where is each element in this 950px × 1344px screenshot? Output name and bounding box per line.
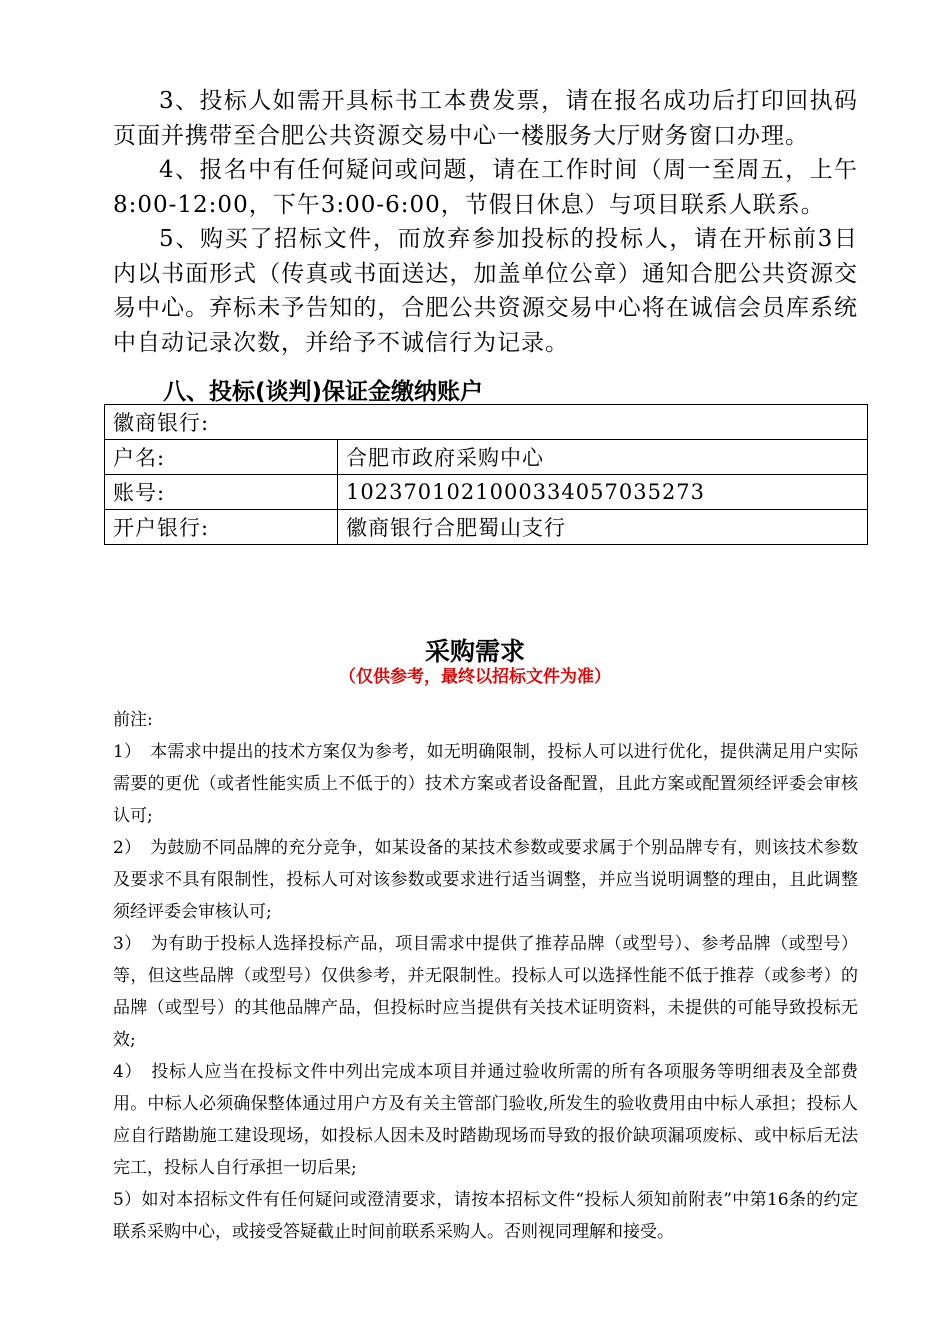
registration-notes xyxy=(113,84,858,360)
note-paragraph: 3、投标人如需开具标书工本费发票，请在报名成功后打印回执码页面并携带至合肥公共资源交易中心一楼服务大厅财务窗口办理。 xyxy=(113,88,858,149)
requirements-body xyxy=(113,704,858,1248)
note-paragraph: 4、报名中有任何疑问或问题，请在工作时间（周一至周五，上午8:00-12:00，下午3:00-6:00，节假日休息）与项目联系人联系。 xyxy=(113,157,858,218)
requirements-subtitle: （仅供参考，最终以招标文件为准） xyxy=(339,667,611,687)
preface-label: 前注: xyxy=(113,710,153,730)
table-row xyxy=(105,440,868,475)
opening-bank-value: 徽商银行合肥蜀山支行 xyxy=(338,510,868,545)
opening-bank-label: 开户银行: xyxy=(105,510,338,545)
table-row xyxy=(105,475,868,510)
section-heading: 八、投标(谈判)保证金缴纳账户 xyxy=(163,379,484,405)
requirement-item: 4） 投标人应当在投标文件中列出完成本项目并通过验收所需的所有各项服务等明细表及全部费用。中标人必须确保整体通过用户方及有关主管部门验收,所发生的验收费用由中标人承担；投标人应自行踏勘施工建设现场，如投标人因未及时踏勘现场而导致的报价缺项漏项废标、或中标后无法完工，投标人自行承担一切后果; xyxy=(113,1062,858,1178)
note-paragraph: 5、购买了招标文件，而放弃参加投标的投标人，请在开标前3日内以书面形式（传真或书面送达，加盖单位公章）通知合肥公共资源交易中心。弃标未予告知的，合肥公共资源交易中心将在诚信会员库系统中自动记录次数，并给予不诚信行为记录。 xyxy=(113,226,858,356)
requirement-item: 3） 为有助于投标人选择投标产品，项目需求中提供了推荐品牌（或型号）、参考品牌（或型号）等，但这些品牌（或型号）仅供参考，并无限制性。投标人可以选择性能不低于推荐（或参考）的品牌（或型号）的其他品牌产品，但投标时应当提供有关技术证明资料，未提供的可能导致投标无效; xyxy=(113,934,858,1050)
bank-header-cell: 徽商银行: xyxy=(105,405,868,440)
account-number-value: 1023701021000334057035273 xyxy=(338,475,868,510)
requirements-title: 采购需求 xyxy=(424,637,525,666)
account-name-value: 合肥市政府采购中心 xyxy=(338,440,868,475)
requirement-item: 2） 为鼓励不同品牌的充分竞争，如某设备的某技术参数或要求属于个别品牌专有，则该技术参数及要求不具有限制性，投标人可对该参数或要求进行适当调整，并应当说明调整的理由，且此调整须经评委会审核认可; xyxy=(113,838,858,922)
deposit-account-table xyxy=(104,404,868,545)
table-row xyxy=(105,405,868,440)
requirement-item: 5）如对本招标文件有任何疑问或澄清要求，请按本招标文件“投标人须知前附表”中第16条的约定联系采购中心，或接受答疑截止时间前联系采购人。否则视同理解和接受。 xyxy=(113,1190,858,1242)
account-name-label: 户名: xyxy=(105,440,338,475)
account-number-label: 账号: xyxy=(105,475,338,510)
table-row xyxy=(105,510,868,545)
requirement-item: 1） 本需求中提出的技术方案仅为参考，如无明确限制，投标人可以进行优化，提供满足用户实际需要的更优（或者性能实质上不低于的）技术方案或者设备配置，且此方案或配置须经评委会审核认可; xyxy=(113,742,858,826)
